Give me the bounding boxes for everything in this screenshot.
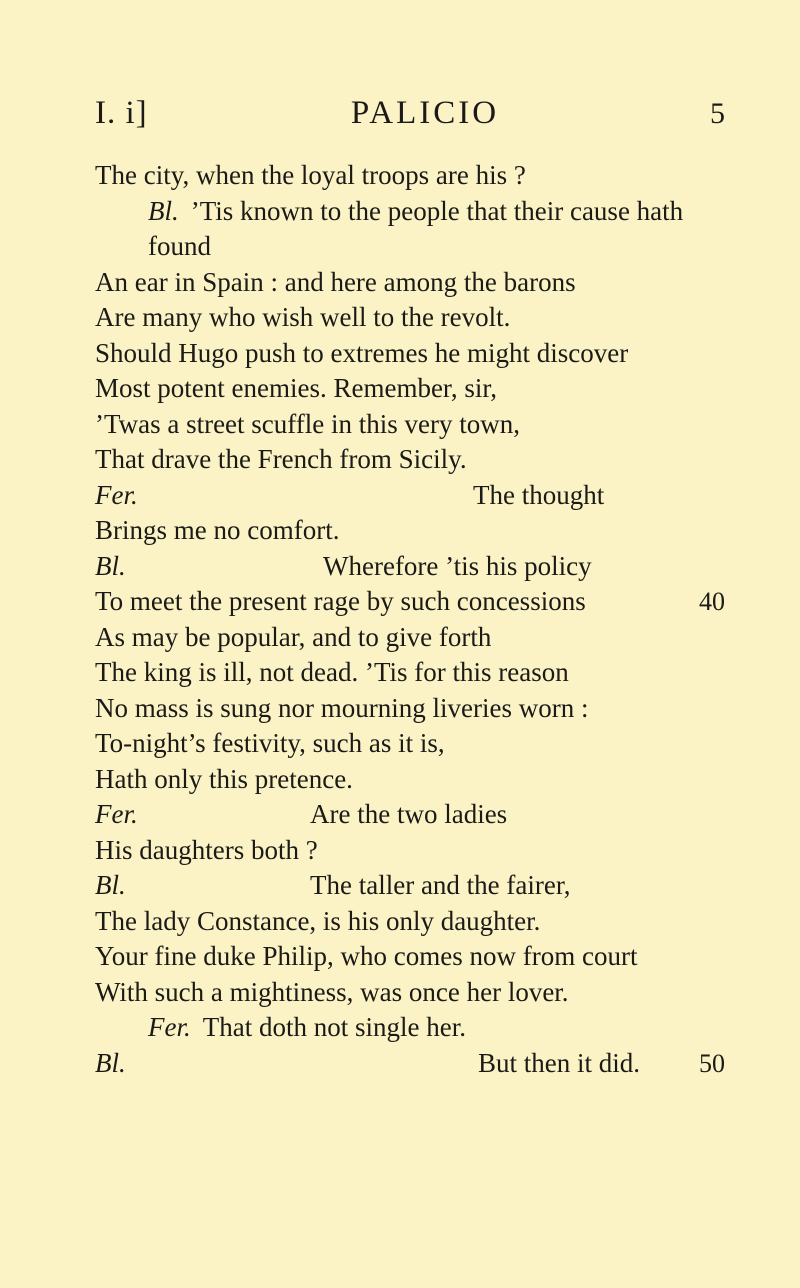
verse-line — [95, 265, 725, 301]
verse-line-text: To meet the present rage by such concessions — [95, 586, 586, 616]
verse-line-text: Are the two ladies — [310, 799, 508, 829]
verse-line-text: Most potent enemies. Remember, sir, — [95, 373, 498, 403]
verse-line — [95, 371, 725, 407]
verse-line — [95, 300, 725, 336]
verse-line-text: The taller and the fairer, — [310, 870, 571, 900]
speaker-name: Fer. — [148, 1012, 191, 1042]
verse-line — [95, 691, 725, 727]
verse-line — [95, 904, 725, 940]
verse-line — [95, 726, 725, 762]
verse-line-text: Brings me no comfort. — [95, 515, 340, 545]
line-number: 50 — [699, 1048, 725, 1078]
verse-line-text: To-night’s festivity, such as it is, — [95, 728, 445, 758]
verse-line — [95, 442, 725, 478]
verse-line-text: No mass is sung nor mourning liveries worn : — [95, 692, 589, 723]
verse-text — [95, 158, 725, 1081]
verse-line — [95, 975, 725, 1011]
verse-line — [95, 336, 725, 372]
verse-line-text: The city, when the loyal troops are his ? — [95, 160, 526, 190]
running-title: PALICIO — [350, 95, 500, 131]
verse-line-text: ’Tis known to the people that their cause hath — [190, 195, 684, 226]
verse-line-text: ’Twas a street scuffle in this very town, — [95, 408, 520, 439]
verse-line — [95, 833, 725, 869]
section-marker: I. i] — [95, 95, 148, 131]
verse-line — [95, 229, 725, 265]
speaker-name: Bl. — [95, 1047, 126, 1078]
speaker-name: Fer. — [95, 799, 138, 829]
verse-line-text: That drave the French from Sicily. — [95, 444, 467, 474]
verse-line-text: That doth not single her. — [202, 1012, 466, 1042]
verse-line-text: found — [148, 231, 211, 261]
verse-line — [95, 868, 725, 904]
verse-line — [95, 1046, 725, 1082]
speaker-name: Bl. — [148, 195, 179, 226]
verse-line-text: The thought — [473, 479, 605, 510]
page-number: 5 — [710, 97, 725, 130]
verse-line-text: An ear in Spain : and here among the barons — [95, 266, 576, 297]
speaker-name: Bl. — [95, 550, 126, 581]
verse-line — [95, 655, 725, 691]
verse-line-text: Are many who wish well to the revolt. — [95, 302, 511, 332]
verse-line — [95, 1010, 725, 1046]
speaker-name: Fer. — [95, 479, 138, 510]
verse-line — [95, 939, 725, 975]
verse-line-text: Hath only this pretence. — [95, 763, 353, 794]
verse-line-text: His daughters both ? — [95, 834, 318, 865]
line-number: 40 — [699, 587, 725, 616]
verse-line — [95, 407, 725, 443]
verse-line — [95, 549, 725, 585]
verse-line — [95, 762, 725, 798]
verse-line — [95, 478, 725, 514]
verse-line — [95, 620, 725, 656]
verse-line-text: With such a mightiness, was once her lover. — [95, 976, 569, 1007]
verse-line — [95, 158, 725, 194]
verse-line — [95, 194, 725, 230]
verse-line-text: Should Hugo push to extremes he might discover — [95, 337, 629, 368]
verse-line-text: But then it did. — [478, 1047, 640, 1078]
running-header — [95, 95, 725, 139]
verse-line — [95, 797, 725, 833]
verse-line-text: The lady Constance, is his only daughter. — [95, 905, 541, 936]
verse-line — [95, 513, 725, 549]
verse-line-text: The king is ill, not dead. ’Tis for this reason — [95, 657, 569, 687]
verse-line-text: Wherefore ’tis his policy — [323, 550, 592, 581]
verse-line-text: Your fine duke Philip, who comes now from court — [95, 941, 638, 971]
verse-line — [95, 584, 725, 620]
speaker-name: Bl. — [95, 870, 126, 900]
verse-line-text: As may be popular, and to give forth — [95, 621, 492, 652]
